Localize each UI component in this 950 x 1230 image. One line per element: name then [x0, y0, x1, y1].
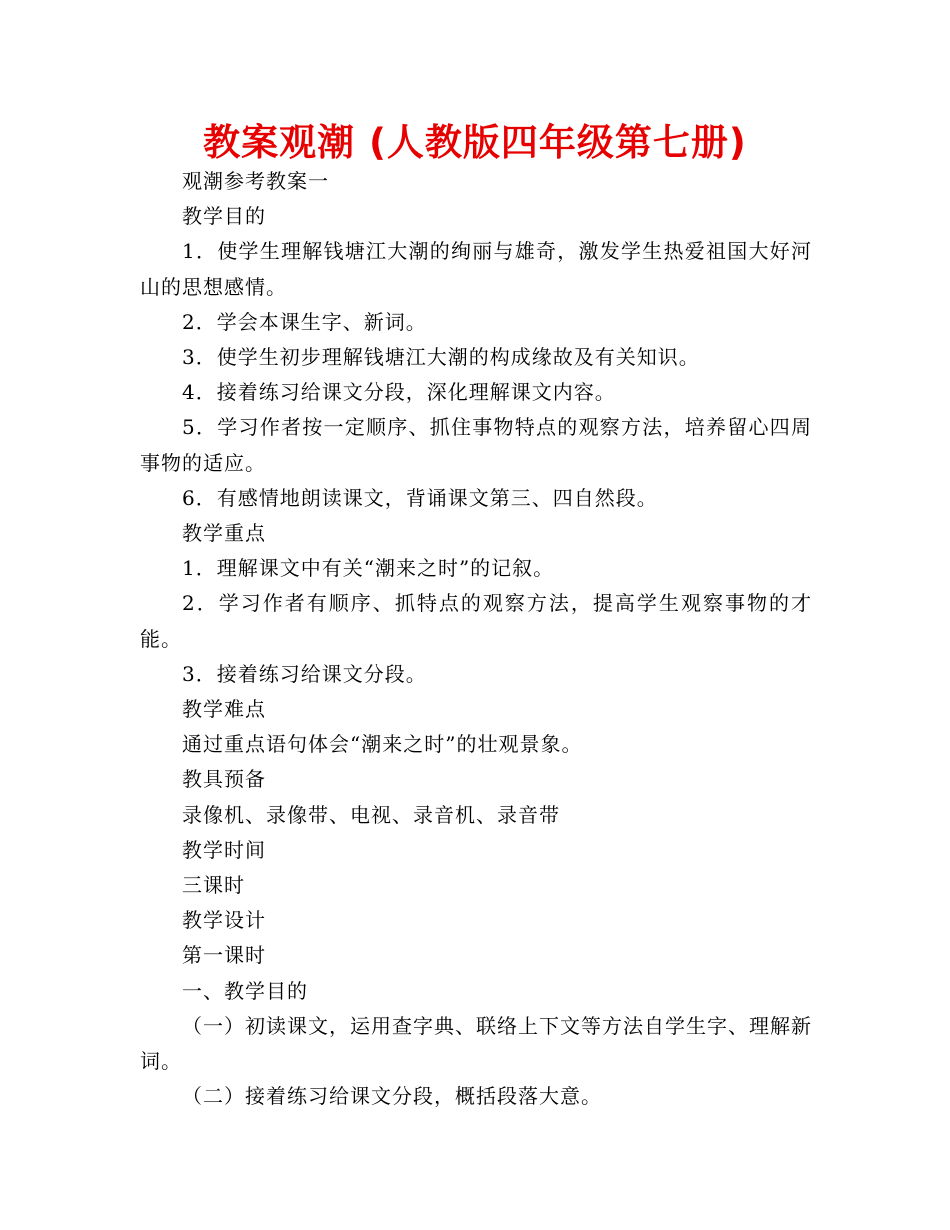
paragraph: 1．使学生理解钱塘江大潮的绚丽与雄奇，激发学生热爱祖国大好河山的思想感情。	[140, 239, 812, 299]
document-body	[140, 164, 812, 1114]
paragraph: 教学难点	[182, 697, 266, 722]
paragraph: 教学设计	[182, 908, 266, 933]
paragraph: （一）初读课文，运用查字典、联络上下文等方法自学生字、理解新词。	[140, 1013, 812, 1074]
paragraph: 通过重点语句体会“潮来之时”的壮观景象。	[182, 732, 583, 757]
paragraph: 3．接着练习给课文分段。	[182, 661, 427, 686]
paragraph: 3．使学生初步理解钱塘江大潮的构成缘故及有关知识。	[182, 345, 700, 370]
paragraph: 教学重点	[182, 521, 266, 546]
paragraph: 6．有感情地朗读课文，背诵课文第三、四自然段。	[182, 485, 658, 510]
paragraph: 一、教学目的	[182, 978, 308, 1003]
paragraph: 教学目的	[182, 204, 266, 229]
paragraph: 1．理解课文中有关“潮来之时”的记叙。	[182, 556, 555, 581]
paragraph: 2．学会本课生字、新词。	[182, 309, 427, 334]
paragraph: 观潮参考教案一	[182, 169, 329, 193]
paragraph: 2．学习作者有顺序、抓特点的观察方法，提高学生观察事物的才能。	[140, 591, 812, 651]
paragraph: 三课时	[182, 873, 245, 898]
paragraph: 教学时间	[182, 837, 266, 862]
paragraph: 5．学习作者按一定顺序、抓住事物特点的观察方法，培养留心四周事物的适应。	[140, 415, 812, 475]
paragraph: 录像机、录像带、电视、录音机、录音带	[182, 802, 560, 827]
paragraph: （二）接着练习给课文分段，概括段落大意。	[182, 1084, 602, 1109]
paragraph: 教具预备	[182, 767, 266, 792]
page-title: 教案观潮 (人教版四年级第七册)	[203, 121, 747, 164]
paragraph: 第一课时	[182, 943, 266, 968]
paragraph: 4．接着练习给课文分段，深化理解课文内容。	[182, 380, 616, 405]
